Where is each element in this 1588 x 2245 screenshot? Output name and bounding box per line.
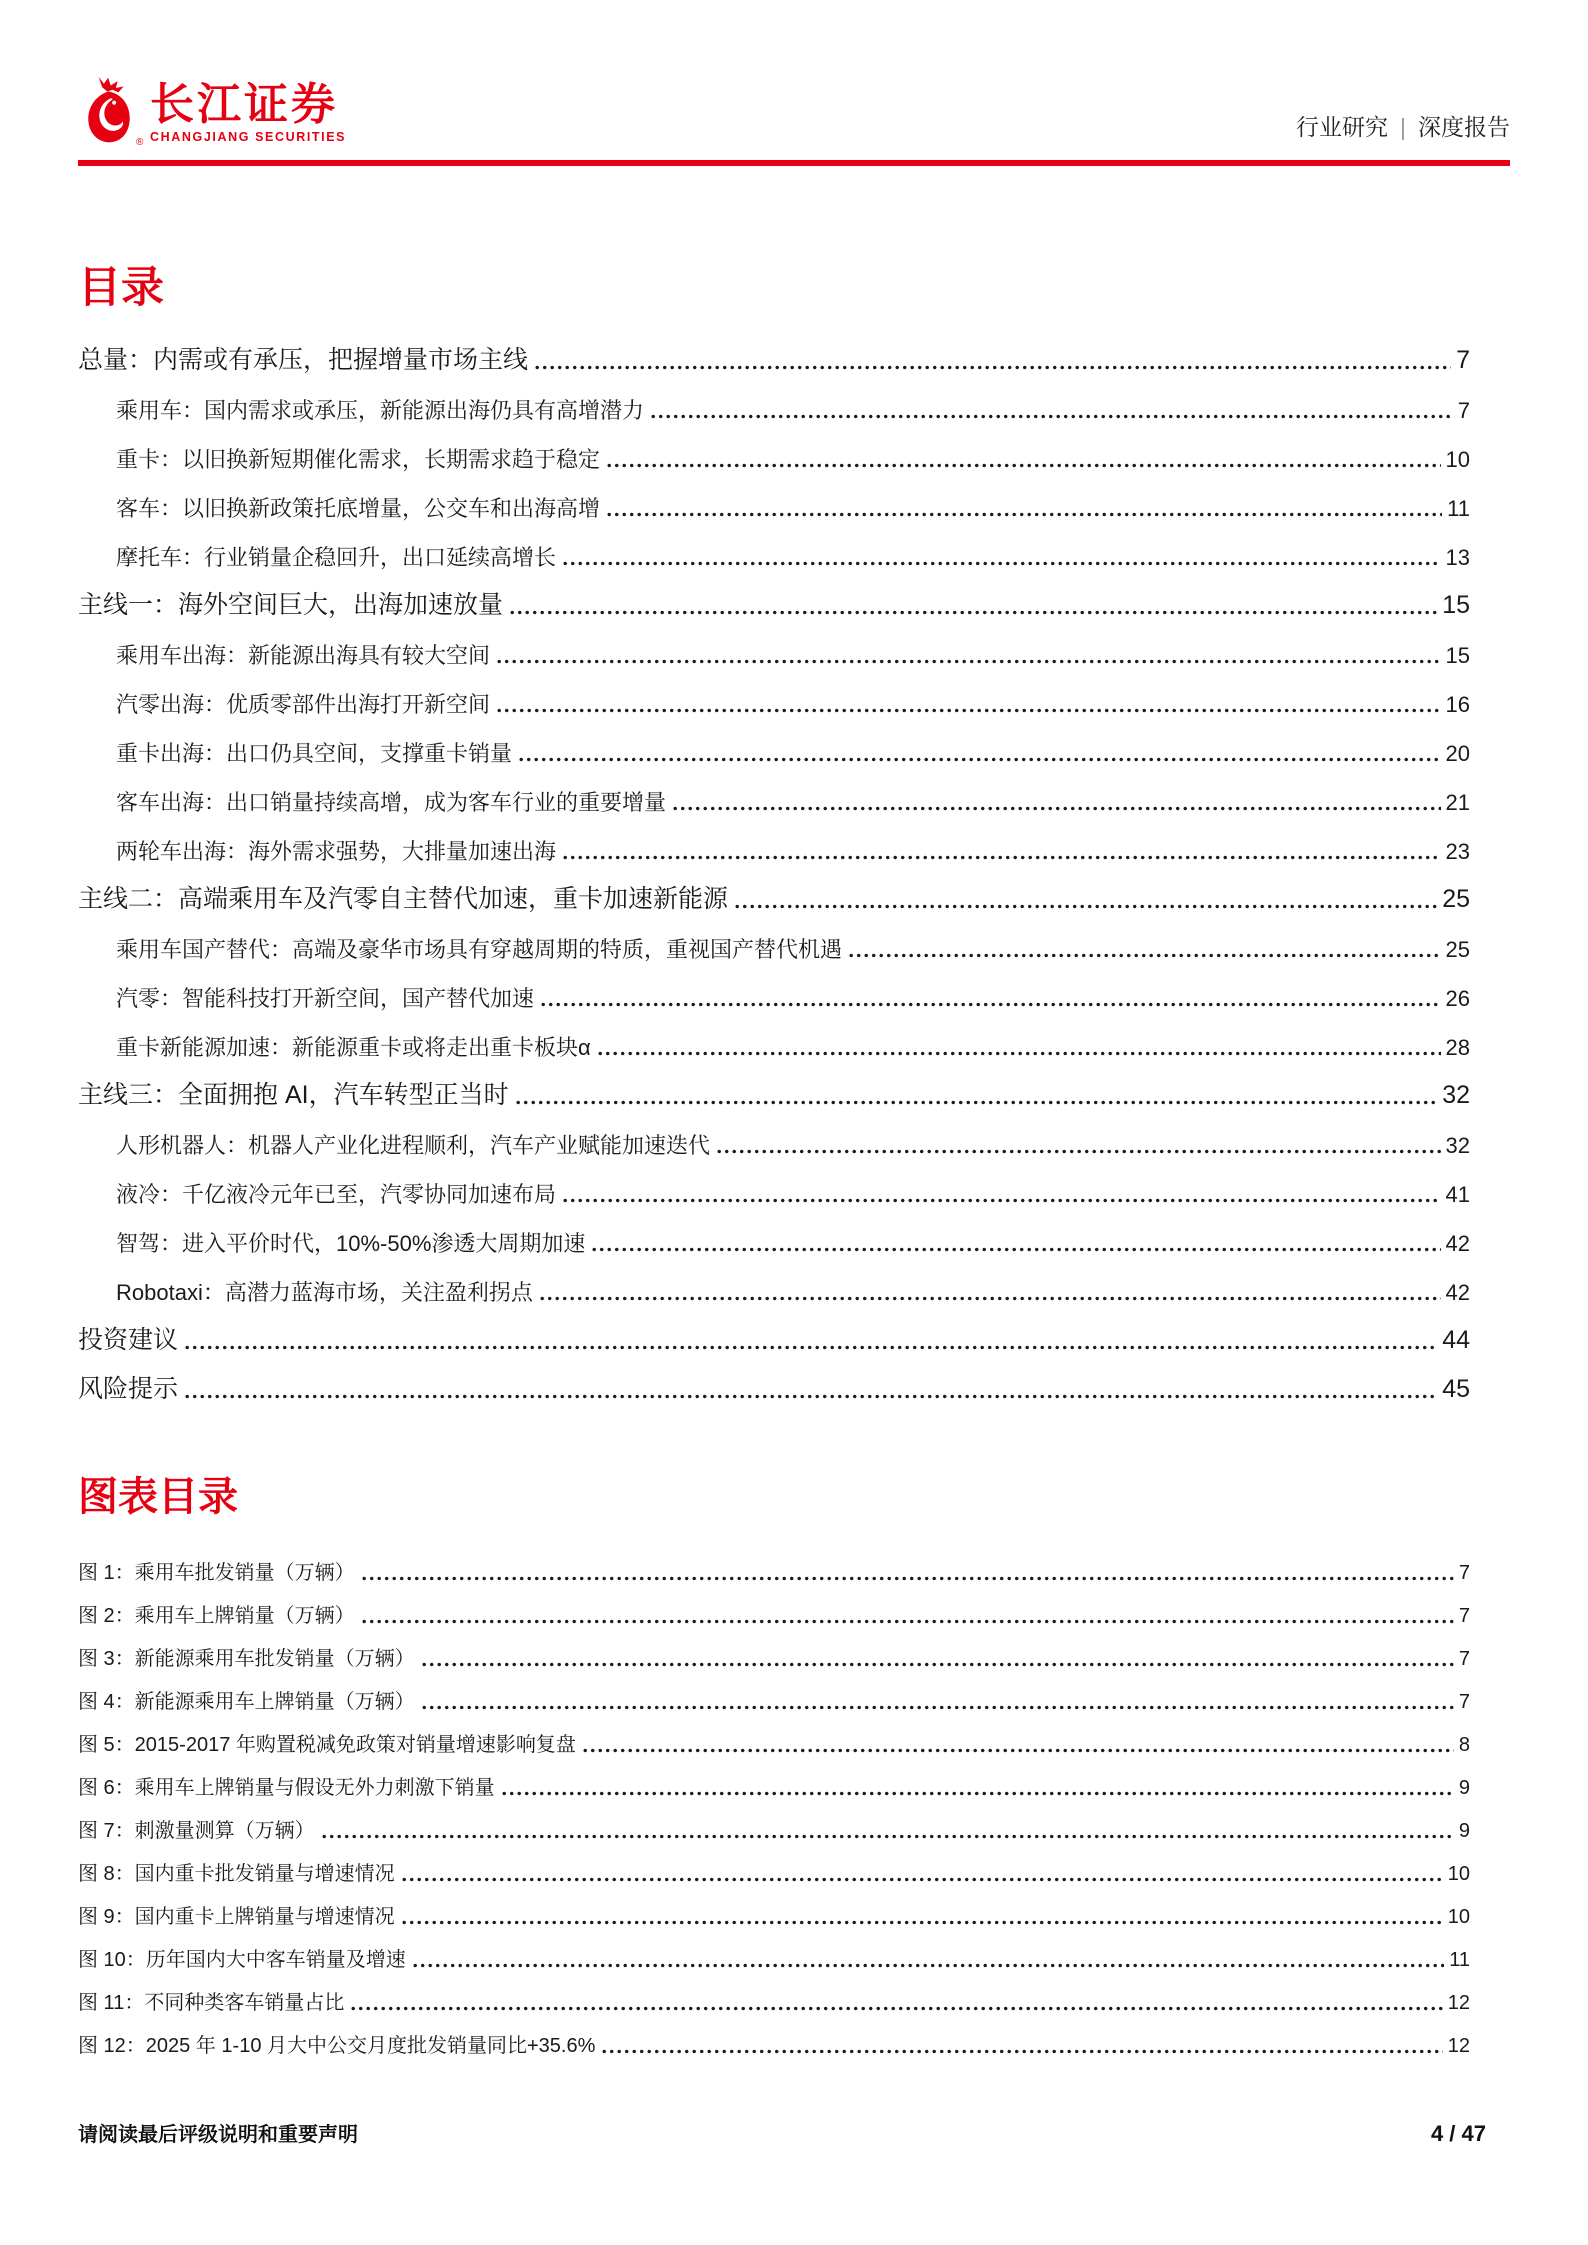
toc-entry[interactable] [78, 326, 1470, 375]
toc-title: 目录 [78, 264, 164, 312]
dotted-leader [422, 1662, 1454, 1667]
page-number: 41 [1445, 1182, 1470, 1208]
dotted-leader [497, 708, 1441, 713]
toc-entry-label: 汽零出海：优质零部件出海打开新空间 [116, 692, 491, 718]
dotted-leader [651, 414, 1453, 419]
page-number: 12 [1447, 1991, 1470, 2014]
registered-trademark: ® [136, 137, 144, 148]
toc-entry[interactable] [78, 1061, 1470, 1110]
figure-entry-label: 图 4：新能源乘用车上牌销量（万辆） [78, 1690, 415, 1713]
dotted-leader [673, 806, 1441, 811]
dotted-leader [497, 659, 1441, 664]
page-number: 25 [1442, 884, 1470, 913]
figure-entry[interactable] [78, 1843, 1470, 1886]
page-number: 20 [1445, 741, 1470, 767]
page-number: 9 [1458, 1776, 1470, 1799]
figure-entry[interactable] [78, 1628, 1470, 1671]
page-number: 15 [1445, 643, 1470, 669]
toc-list [78, 326, 1510, 1404]
toc-entry-label: 客车：以旧换新政策托底增量，公交车和出海高增 [116, 496, 601, 522]
page-number: 32 [1442, 1080, 1470, 1109]
figure-entry[interactable] [78, 1886, 1470, 1929]
dotted-leader [185, 1394, 1437, 1399]
toc-entry-label: 总量：内需或有承压，把握增量市场主线 [78, 345, 529, 374]
dotted-leader [422, 1705, 1454, 1710]
page-number: 44 [1442, 1325, 1470, 1354]
toc-entry-label: 风险提示 [78, 1374, 179, 1403]
dotted-leader [351, 2006, 1442, 2011]
page-number: 25 [1445, 937, 1470, 963]
page-number: 7 [1458, 1604, 1470, 1627]
brand-name-english: CHANGJIANG SECURITIES [150, 130, 347, 144]
page-number: 7 [1458, 1647, 1470, 1670]
toc-entry[interactable] [78, 865, 1470, 914]
figure-entry[interactable] [78, 1585, 1470, 1628]
dotted-leader [519, 757, 1441, 762]
page-number: 32 [1445, 1133, 1470, 1159]
page-number: 42 [1445, 1231, 1470, 1257]
page-number: 7 [1458, 1690, 1470, 1713]
figure-entry-label: 图 3：新能源乘用车批发销量（万辆） [78, 1647, 415, 1670]
figure-entry-label: 图 12：2025 年 1-10 月大中公交月度批发销量同比+35.6% [78, 2034, 596, 2057]
page-number: 11 [1449, 1948, 1470, 1971]
dotted-leader [592, 1247, 1440, 1252]
dotted-leader [402, 1920, 1443, 1925]
page-number: 7 [1457, 398, 1470, 424]
brand-name-chinese: 长江证券 [150, 80, 338, 129]
toc-entry-label: 乘用车出海：新能源出海具有较大空间 [116, 643, 491, 669]
page-footer [78, 2118, 1510, 2147]
toc-entry[interactable] [78, 1110, 1470, 1159]
toc-entry[interactable] [78, 1306, 1470, 1355]
page-number: 10 [1447, 1905, 1470, 1928]
toc-entry-label: 人形机器人：机器人产业化进程顺利，汽车产业赋能加速迭代 [116, 1133, 711, 1159]
changjiang-securities-logo [78, 76, 347, 148]
dotted-leader [563, 561, 1441, 566]
toc-entry[interactable] [78, 767, 1470, 816]
dotted-leader [402, 1877, 1443, 1882]
dotted-leader [510, 610, 1437, 615]
toc-entry[interactable] [78, 522, 1470, 571]
toc-entry[interactable] [78, 1159, 1470, 1208]
toc-entry[interactable] [78, 1257, 1470, 1306]
figures-toc-title: 图表目录 [78, 1474, 238, 1519]
page-number: 10 [1447, 1862, 1470, 1885]
dotted-leader [535, 365, 1451, 370]
toc-entry-label: 乘用车国产替代：高端及豪华市场具有穿越周期的特质，重视国产替代机遇 [116, 937, 843, 963]
toc-entry[interactable] [78, 620, 1470, 669]
toc-entry[interactable] [78, 1208, 1470, 1257]
page-number: 8 [1458, 1733, 1470, 1756]
figure-entry[interactable] [78, 1714, 1470, 1757]
figure-entry-label: 图 10：历年国内大中客车销量及增速 [78, 1948, 406, 1971]
toc-entry-label: 投资建议 [78, 1325, 179, 1354]
toc-entry-label: 客车出海：出口销量持续高增，成为客车行业的重要增量 [116, 790, 667, 816]
dotted-leader [735, 904, 1437, 909]
dotted-leader [717, 1149, 1441, 1154]
toc-entry[interactable] [78, 1012, 1470, 1061]
toc-entry-label: 重卡新能源加速：新能源重卡或将走出重卡板块α [116, 1035, 591, 1061]
figure-entry[interactable] [78, 1972, 1470, 2015]
toc-entry-label: 液冷：千亿液冷元年已至，汽零协同加速布局 [116, 1182, 557, 1208]
toc-entry[interactable] [78, 473, 1470, 522]
dotted-leader [598, 1051, 1441, 1056]
dotted-leader [849, 953, 1441, 958]
header-rule [78, 160, 1510, 166]
figure-entry[interactable] [78, 1929, 1470, 1972]
toc-entry-label: 汽零：智能科技打开新空间，国产替代加速 [116, 986, 535, 1012]
page-number: 23 [1445, 839, 1470, 865]
toc-entry[interactable] [78, 1355, 1470, 1404]
toc-entry-label: 两轮车出海：海外需求强势，大排量加速出海 [116, 839, 557, 865]
figure-entry-label: 图 8：国内重卡批发销量与增速情况 [78, 1862, 395, 1885]
page-number-indicator: 4 / 47 [1430, 2121, 1486, 2146]
figure-entry-label: 图 2：乘用车上牌销量（万辆） [78, 1604, 355, 1627]
figure-entry[interactable] [78, 2015, 1470, 2058]
dotted-leader [502, 1791, 1454, 1796]
page-number: 12 [1447, 2034, 1470, 2057]
page-number: 15 [1442, 590, 1470, 619]
page-number: 10 [1445, 447, 1470, 473]
figure-entry[interactable] [78, 1800, 1470, 1843]
category-separator: | [1400, 114, 1406, 140]
dotted-leader [583, 1748, 1454, 1753]
dotted-leader [362, 1576, 1454, 1581]
dotted-leader [516, 1100, 1438, 1105]
dotted-leader [563, 1198, 1441, 1203]
page-number: 11 [1447, 496, 1470, 522]
dotted-leader [607, 463, 1441, 468]
page-header [78, 80, 1510, 148]
toc-entry[interactable] [78, 571, 1470, 620]
toc-entry[interactable] [78, 718, 1470, 767]
toc-entry[interactable] [78, 669, 1470, 718]
figure-entry-label: 图 1：乘用车批发销量（万辆） [78, 1561, 355, 1584]
toc-entry-label: 主线二：高端乘用车及汽零自主替代加速，重卡加速新能源 [78, 884, 729, 913]
figure-entry[interactable] [78, 1542, 1470, 1585]
toc-entry-label: 摩托车：行业销量企稳回升，出口延续高增长 [116, 545, 557, 571]
figures-list [78, 1542, 1510, 2058]
page-number: 45 [1442, 1374, 1470, 1403]
page-number: 9 [1458, 1819, 1470, 1842]
figure-entry-label: 图 7：刺激量测算（万辆） [78, 1819, 315, 1842]
figure-entry[interactable] [78, 1671, 1470, 1714]
toc-entry-label: Robotaxi：高潜力蓝海市场，关注盈利拐点 [116, 1280, 533, 1306]
page-number: 21 [1445, 790, 1470, 816]
dotted-leader [362, 1619, 1454, 1624]
figure-entry-label: 图 6：乘用车上牌销量与假设无外力刺激下销量 [78, 1776, 495, 1799]
toc-entry-label: 重卡出海：出口仍具空间，支撑重卡销量 [116, 741, 513, 767]
dotted-leader [607, 512, 1442, 517]
report-category-label [1296, 109, 1510, 142]
toc-entry-label: 重卡：以旧换新短期催化需求，长期需求趋于稳定 [116, 447, 601, 473]
dotted-leader [563, 855, 1441, 860]
toc-entry[interactable] [78, 816, 1470, 865]
page-number: 7 [1458, 1561, 1470, 1584]
figure-entry-label: 图 9：国内重卡上牌销量与增速情况 [78, 1905, 395, 1928]
figure-entry[interactable] [78, 1757, 1470, 1800]
page-number: 42 [1445, 1280, 1470, 1306]
page-number: 16 [1445, 692, 1470, 718]
toc-entry[interactable] [78, 375, 1470, 424]
footer-disclaimer: 请阅读最后评级说明和重要声明 [78, 2124, 358, 2146]
dotted-leader [541, 1002, 1441, 1007]
dotted-leader [413, 1963, 1444, 1968]
toc-entry-label: 主线一：海外空间巨大，出海加速放量 [78, 590, 504, 619]
page-number: 7 [1456, 345, 1470, 374]
page-number: 28 [1445, 1035, 1470, 1061]
dotted-leader [185, 1345, 1437, 1350]
phoenix-logo-icon [78, 76, 140, 150]
page-number: 26 [1445, 986, 1470, 1012]
toc-entry-label: 智驾：进入平价时代，10%-50%渗透大周期加速 [116, 1231, 586, 1257]
figure-entry-label: 图 5：2015-2017 年购置税减免政策对销量增速影响复盘 [78, 1733, 576, 1756]
toc-entry-label: 主线三：全面拥抱 AI，汽车转型正当时 [78, 1080, 509, 1109]
page-number: 13 [1445, 545, 1470, 571]
figure-entry-label: 图 11：不同种类客车销量占比 [78, 1991, 345, 2014]
toc-entry[interactable] [78, 963, 1470, 1012]
report-type-text: 深度报告 [1418, 114, 1510, 140]
toc-entry[interactable] [78, 914, 1470, 963]
toc-entry-label: 乘用车：国内需求或承压，新能源出海仍具有高增潜力 [116, 398, 645, 424]
category-text: 行业研究 [1296, 114, 1389, 140]
dotted-leader [602, 2049, 1442, 2054]
dotted-leader [540, 1296, 1441, 1301]
toc-entry[interactable] [78, 424, 1470, 473]
dotted-leader [322, 1834, 1454, 1839]
